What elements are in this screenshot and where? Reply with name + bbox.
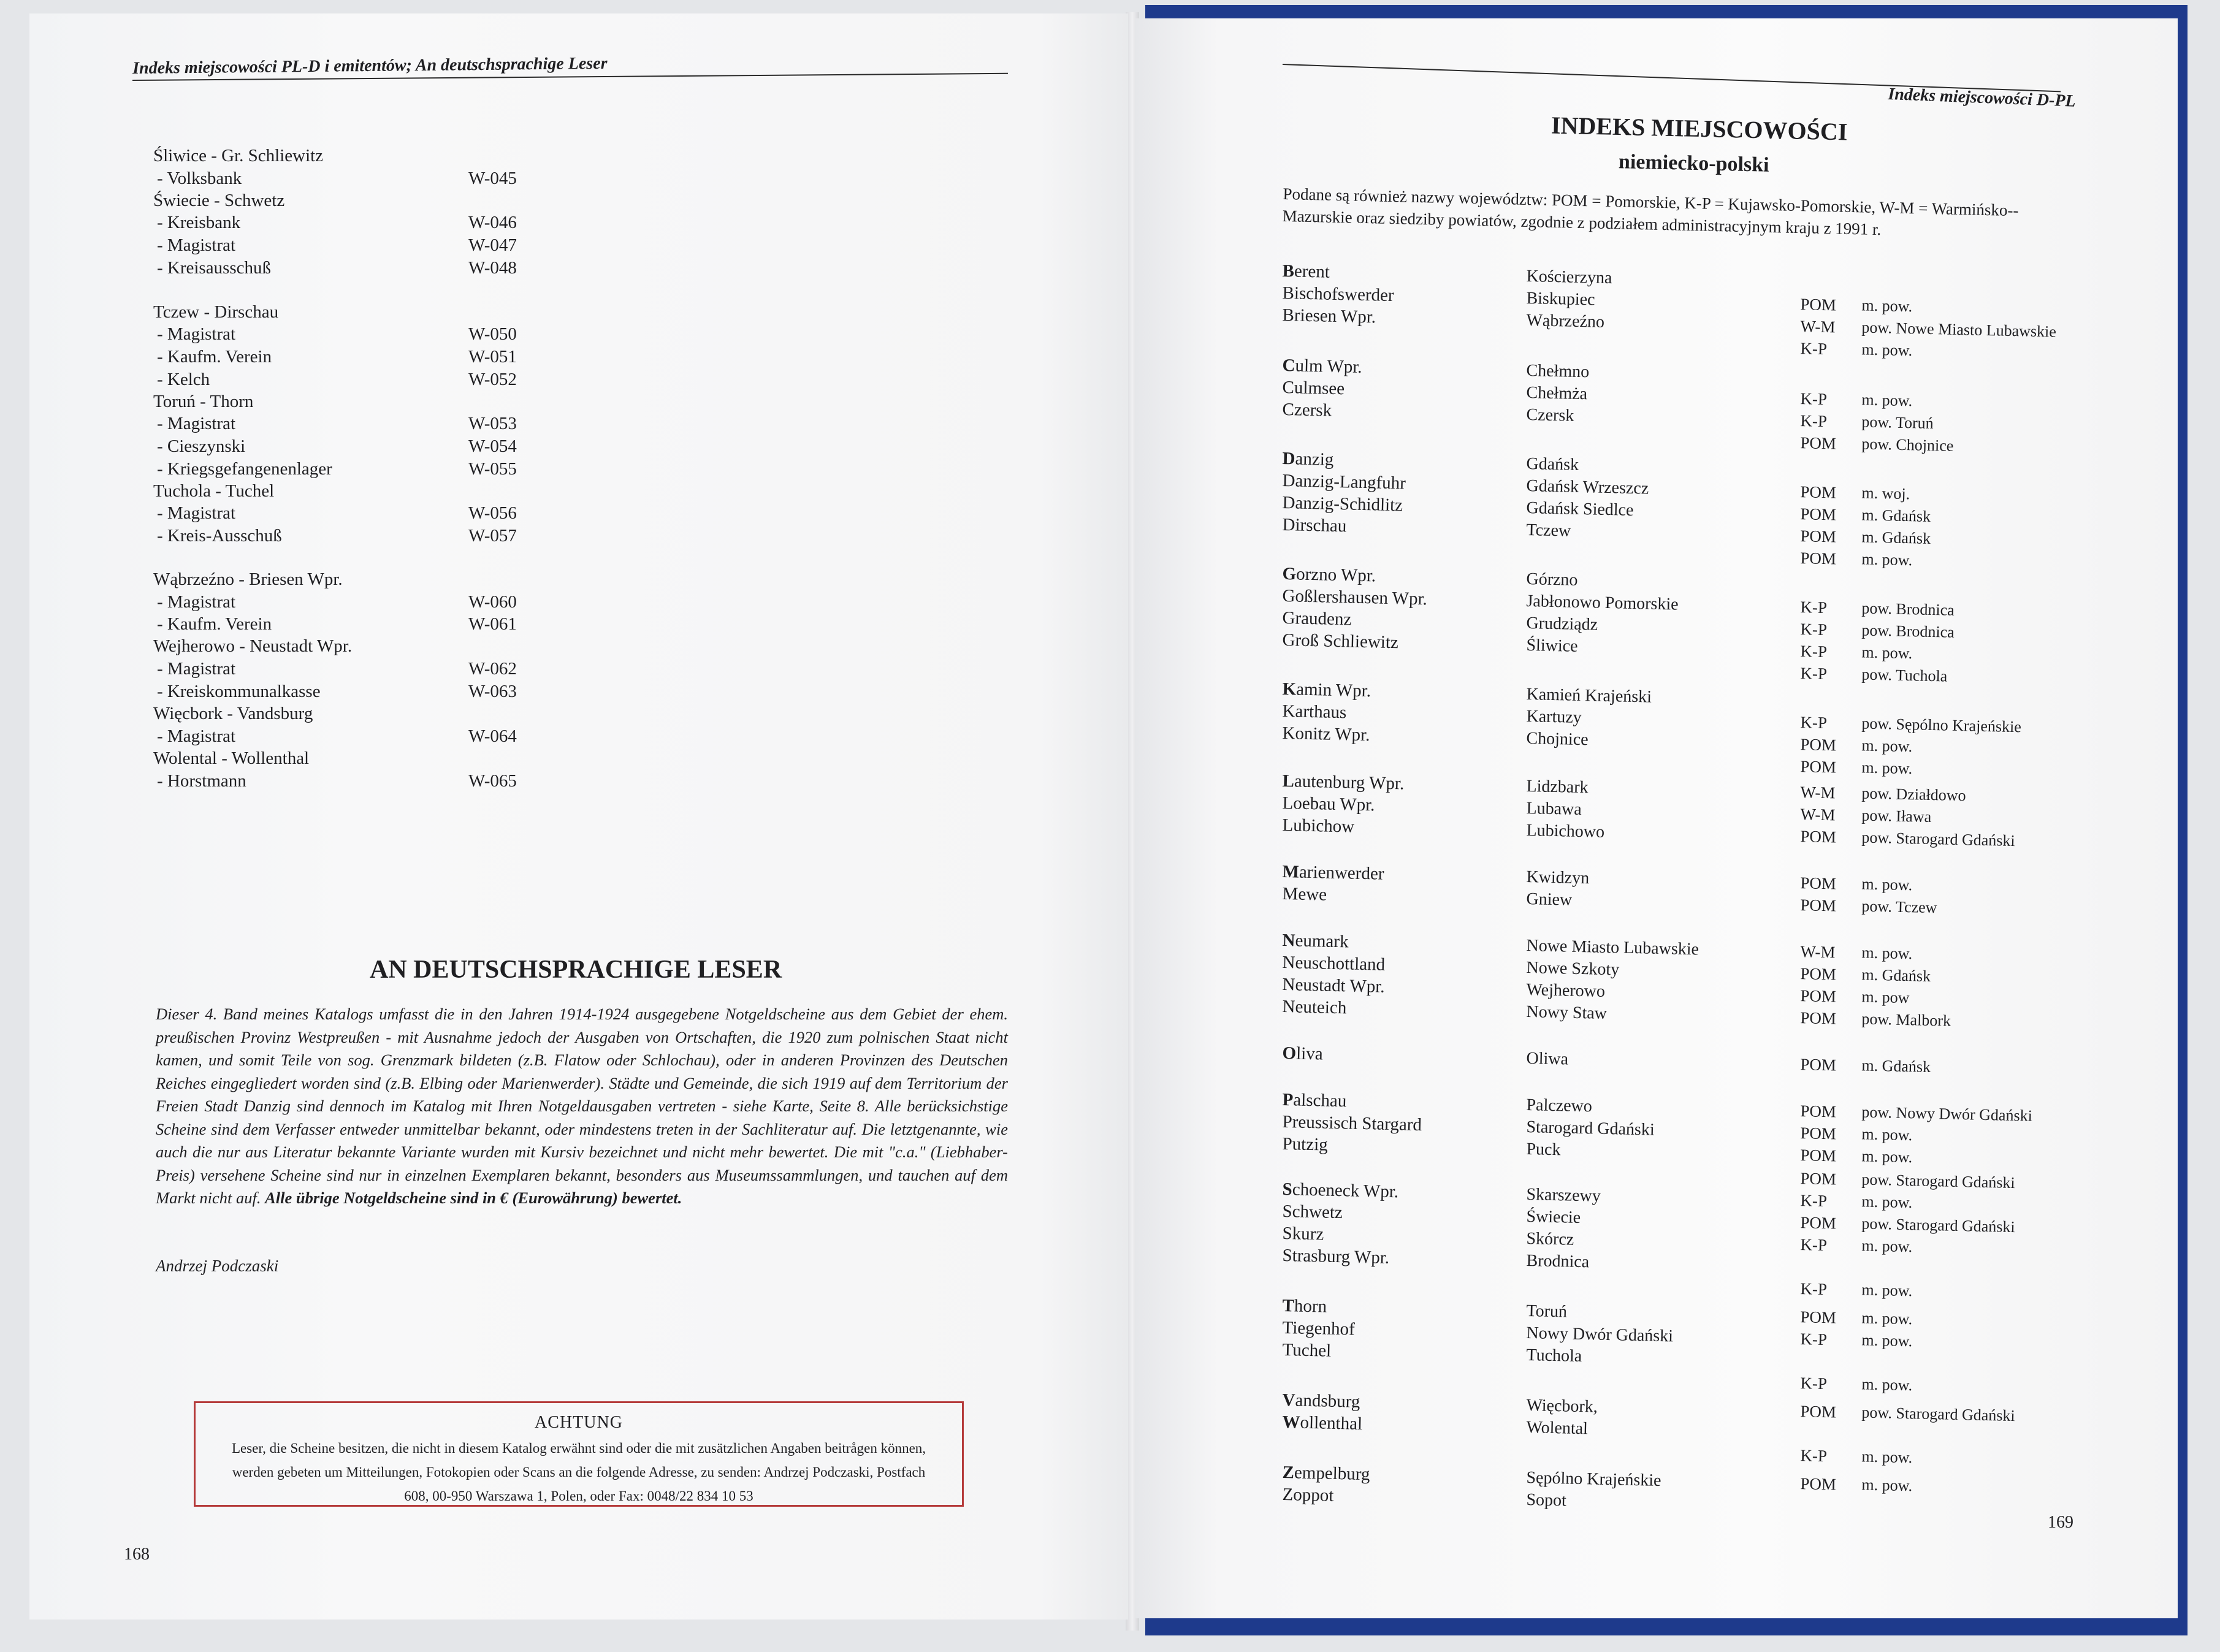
voivodeship: POM — [1800, 757, 1837, 777]
polish-name: Gdańsk — [1526, 454, 1579, 474]
issuer-entry: - Cieszynski — [157, 436, 246, 456]
german-name — [1282, 953, 1385, 975]
polish-name: Lubawa — [1526, 799, 1582, 820]
german-name-initial: P — [1282, 1090, 1294, 1110]
german-name — [1282, 997, 1346, 1018]
county-seat: m. pow. — [1861, 1192, 1913, 1212]
polish-name: Brodnica — [1526, 1251, 1590, 1272]
issuer-entry: - Magistrat — [157, 503, 236, 523]
index-note: Podane są również nazwy województw: POM = Pomorskie, K-P = Kujawsko-Pomorskie, W-M = Warmińsko--Mazurskie oraz siedziby powiatów, zgodnie z podziałem administracyjnym kraju z 1991 r. — [1282, 184, 2019, 239]
county-seat: m. pow. — [1861, 1125, 1913, 1144]
german-name-rest: Lubichow — [1282, 815, 1355, 837]
german-name — [1282, 515, 1346, 536]
voivodeship: W-M — [1800, 317, 1836, 337]
german-name-rest: liva — [1295, 1043, 1324, 1064]
polish-name: Puck — [1526, 1140, 1561, 1160]
german-name-rest: horn — [1294, 1296, 1327, 1317]
county-seat: m. Gdańsk — [1861, 528, 1931, 547]
catalog-code: W-062 — [468, 658, 517, 679]
german-name-rest: Danzig-Langfuhr — [1282, 471, 1406, 493]
polish-name: Kościerzyna — [1526, 267, 1612, 288]
german-name — [1282, 1296, 1327, 1317]
polish-name: Grudziądz — [1526, 614, 1598, 634]
voivodeship: POM — [1800, 295, 1837, 314]
issuer-entry: - Kaufm. Verein — [157, 347, 272, 367]
polish-name: Nowe Szkoty — [1526, 958, 1620, 980]
german-name-initial: B — [1282, 261, 1295, 281]
german-name-rest: Goßlershausen Wpr. — [1282, 586, 1428, 609]
catalog-code: W-054 — [468, 436, 517, 456]
german-name-rest: orzno Wpr. — [1295, 564, 1376, 586]
german-name — [1282, 1201, 1343, 1223]
german-name-rest: Karthaus — [1282, 701, 1347, 723]
german-name-rest: Neustadt Wpr. — [1282, 975, 1385, 997]
index-subtitle: niemiecko-polski — [1618, 150, 1769, 177]
voivodeship: K-P — [1800, 1330, 1828, 1349]
german-name-initial: M — [1282, 862, 1300, 882]
german-name-rest: eumark — [1295, 931, 1349, 952]
achtung-text: Leser, die Scheine besitzen, die nicht in diesem Katalog erwähnt sind oder die mit zusätzlichen Angaben beitrågen können, werden gebeten um Mitteilungen, Fotokopien oder Scans an die folgende Adresse, zu senden: Andrzej Podczaski, Postfach 608, 00-950 Warszawa 1, Polen, oder Fax: 0048/22 834 10 53 — [231, 1441, 926, 1504]
voivodeship: POM — [1800, 549, 1837, 568]
county-seat: pow. Chojnice — [1861, 435, 1954, 455]
county-seat: pow. Brodnica — [1861, 599, 1955, 619]
issuer-entry: - Volksbank — [157, 168, 242, 188]
german-name-rest: Konitz Wpr. — [1282, 723, 1370, 745]
german-name-rest: amin Wpr. — [1295, 679, 1371, 701]
german-name-rest: Graudenz — [1282, 608, 1352, 630]
catalog-code: W-048 — [468, 257, 517, 278]
german-name — [1282, 1485, 1334, 1506]
county-seat: m. Gdańsk — [1861, 965, 1931, 985]
voivodeship: K-P — [1800, 664, 1828, 683]
german-name — [1282, 975, 1385, 997]
achtung-title: ACHTUNG — [535, 1413, 623, 1432]
issuer-entry: - Kreisausschuß — [157, 257, 272, 278]
issuer-entry: - Kriegsgefangenenlager — [157, 459, 332, 479]
voivodeship: POM — [1800, 527, 1837, 546]
polish-name: Kwidzyn — [1526, 867, 1590, 888]
town-entry: Toruń - Thorn — [153, 391, 254, 411]
voivodeship: W-M — [1800, 805, 1836, 824]
polish-name: Oliwa — [1526, 1049, 1569, 1069]
catalog-code: W-052 — [468, 369, 517, 389]
german-name-initial: K — [1282, 679, 1297, 699]
county-seat: pow. Starogard Gdański — [1861, 828, 2016, 850]
catalog-code: W-064 — [468, 726, 517, 746]
polish-name: Więcbork, — [1526, 1396, 1598, 1417]
county-seat: m. pow. — [1861, 296, 1913, 316]
catalog-code: W-057 — [468, 526, 517, 546]
polish-name: Nowy Staw — [1526, 1002, 1608, 1024]
left-page-header: Indeks miejscowości PL-D i emitentów; An deutschsprachige Leser — [132, 53, 608, 78]
polish-name: Wejherowo — [1526, 980, 1606, 1001]
county-seat: pow. Tczew — [1861, 897, 1937, 917]
issuer-entry: - Kreiskommunalkasse — [157, 681, 321, 701]
polish-name: Sępólno Krajeńskie — [1526, 1468, 1661, 1491]
county-seat: m. pow. — [1861, 390, 1913, 410]
county-seat: pow. Starogard Gdański — [1861, 1170, 2016, 1192]
german-name-rest: Groß Schliewitz — [1282, 630, 1399, 653]
county-seat: pow. Brodnica — [1861, 621, 1955, 641]
german-name — [1282, 884, 1327, 905]
voivodeship: POM — [1800, 504, 1837, 524]
voivodeship: K-P — [1800, 1235, 1828, 1255]
author-signature: Andrzej Podczaski — [156, 1257, 279, 1275]
german-name-rest: ollenthal — [1300, 1412, 1363, 1434]
voivodeship: POM — [1800, 482, 1837, 502]
county-seat: pow. Tuchola — [1861, 665, 1948, 685]
issuer-entry: - Kaufm. Verein — [157, 614, 272, 634]
polish-name: Nowy Dwór Gdański — [1526, 1323, 1674, 1346]
catalog-code: W-055 — [468, 459, 517, 479]
town-entry: Śliwice - Gr. Schliewitz — [153, 146, 324, 166]
german-name — [1282, 378, 1345, 399]
catalog-code: W-056 — [468, 503, 517, 523]
county-seat: pow. Sępólno Krajeńskie — [1861, 714, 2022, 736]
german-name — [1282, 493, 1403, 516]
voivodeship: W-M — [1800, 783, 1836, 802]
german-name — [1282, 356, 1362, 378]
county-seat: m. pow. — [1861, 1309, 1913, 1328]
issuer-entry: - Magistrat — [157, 658, 236, 679]
issuer-entry: - Magistrat — [157, 235, 236, 255]
voivodeship: POM — [1800, 1213, 1837, 1233]
voivodeship: POM — [1800, 827, 1837, 847]
german-name-rest: Danzig-Schidlitz — [1282, 493, 1403, 516]
town-entry: Tczew - Dirschau — [153, 302, 279, 322]
german-name-initial: S — [1282, 1179, 1293, 1200]
county-seat: m. pow. — [1861, 943, 1913, 963]
county-seat: m. Gdańsk — [1861, 1056, 1931, 1076]
polish-name: Wąbrzeźno — [1526, 311, 1605, 332]
intro-title: AN DEUTSCHSPRACHIGE LESER — [370, 956, 782, 984]
county-seat: m. Gdańsk — [1861, 506, 1931, 525]
issuer-entry: - Magistrat — [157, 324, 236, 344]
german-name-initial: Z — [1282, 1463, 1295, 1483]
county-seat: m. pow — [1861, 988, 1910, 1007]
german-name-rest: Neuschottland — [1282, 953, 1386, 975]
voivodeship: POM — [1800, 1474, 1837, 1494]
county-seat: m. pow. — [1861, 550, 1913, 569]
german-name — [1282, 862, 1384, 885]
polish-name: Biskupiec — [1526, 289, 1595, 310]
german-name-initial: N — [1282, 931, 1295, 951]
german-name-initial: T — [1282, 1296, 1295, 1316]
voivodeship: POM — [1800, 1102, 1837, 1121]
polish-name: Gdańsk Siedlce — [1526, 498, 1634, 520]
german-name-rest: ulm Wpr. — [1295, 356, 1362, 377]
voivodeship: K-P — [1800, 1446, 1828, 1466]
intro-text — [156, 1003, 1008, 1210]
voivodeship: POM — [1800, 1146, 1837, 1165]
county-seat: m. pow. — [1861, 1447, 1913, 1467]
right-page-number: 169 — [2048, 1513, 2073, 1532]
polish-name: Świecie — [1526, 1207, 1581, 1228]
german-name-initial: O — [1282, 1043, 1297, 1064]
german-name-rest: Preussisch Stargard — [1282, 1112, 1422, 1135]
right-page-header: Indeks miejscowości D-PL — [1887, 85, 2077, 111]
german-name-rest: Briesen Wpr. — [1282, 305, 1376, 327]
index-title: INDEKS MIEJSCOWOŚCI — [1551, 111, 1848, 146]
voivodeship: POM — [1800, 986, 1837, 1006]
catalog-code: W-060 — [468, 592, 517, 612]
voivodeship: W-M — [1800, 942, 1836, 962]
polish-name: Wolental — [1526, 1418, 1589, 1439]
voivodeship: POM — [1800, 1008, 1837, 1028]
voivodeship: POM — [1800, 1055, 1837, 1075]
town-entry: Wolental - Wollenthal — [153, 748, 310, 768]
issuer-entry: - Magistrat — [157, 726, 236, 746]
county-seat: m. pow. — [1861, 643, 1913, 663]
german-name-rest: Dirschau — [1282, 515, 1347, 536]
county-seat: m. pow. — [1861, 875, 1913, 894]
german-name-rest: Bischofswerder — [1282, 283, 1394, 306]
german-name — [1282, 1090, 1346, 1111]
voivodeship: POM — [1800, 964, 1837, 984]
german-name — [1282, 679, 1371, 701]
county-seat: m. pow. — [1861, 1475, 1913, 1495]
county-seat: pow. Działdowo — [1861, 784, 1966, 805]
german-name — [1282, 1463, 1370, 1485]
catalog-code: W-047 — [468, 235, 517, 255]
voivodeship: POM — [1800, 896, 1837, 915]
german-name-rest: empelburg — [1294, 1463, 1370, 1485]
town-entry: Świecie - Schwetz — [153, 190, 285, 210]
german-name-rest: Culmsee — [1282, 378, 1345, 399]
german-name-rest: Schwetz — [1282, 1201, 1343, 1223]
german-name — [1282, 815, 1354, 837]
german-name — [1282, 400, 1332, 421]
german-name — [1282, 630, 1398, 653]
german-name-rest: anzig — [1295, 449, 1334, 470]
german-name-rest: alschau — [1292, 1090, 1347, 1111]
german-name — [1282, 1246, 1389, 1268]
voivodeship: POM — [1800, 433, 1837, 453]
polish-name: Starogard Gdański — [1526, 1117, 1655, 1140]
german-name-rest: choeneck Wpr. — [1292, 1179, 1399, 1202]
polish-name: Kartuzy — [1526, 707, 1582, 728]
german-name — [1282, 1134, 1328, 1155]
town-entry: Tuchola - Tuchel — [153, 481, 275, 501]
left-page — [29, 13, 1128, 1620]
polish-name: Nowe Miasto Lubawskie — [1526, 936, 1699, 959]
german-name-rest: Strasburg Wpr. — [1282, 1246, 1390, 1268]
german-name — [1282, 723, 1370, 745]
polish-name: Skórcz — [1526, 1229, 1574, 1249]
county-seat: pow. Starogard Gdański — [1861, 1403, 2016, 1425]
county-seat: m. pow. — [1861, 1236, 1913, 1256]
polish-name: Lubichowo — [1526, 821, 1605, 842]
county-seat: m. pow. — [1861, 736, 1913, 756]
german-name-rest: Neuteich — [1282, 997, 1347, 1018]
voivodeship: K-P — [1800, 598, 1828, 617]
polish-name: Skarszewy — [1526, 1185, 1601, 1206]
issuer-entry: - Magistrat — [157, 414, 236, 434]
voivodeship: K-P — [1800, 713, 1828, 733]
polish-name: Gniew — [1526, 889, 1573, 910]
german-name-rest: Mewe — [1282, 884, 1327, 905]
german-name — [1282, 471, 1406, 494]
catalog-code: W-063 — [468, 681, 517, 701]
voivodeship: POM — [1800, 735, 1837, 755]
county-seat: m. pow. — [1861, 340, 1913, 360]
polish-name: Górzno — [1526, 569, 1578, 590]
polish-name: Sopot — [1526, 1490, 1567, 1510]
intro-bold-sentence: Alle übrige Notgeldscheine sind in € (Eurowährung) bewertet. — [265, 1189, 682, 1207]
german-name — [1282, 283, 1394, 306]
german-name-rest: erent — [1294, 261, 1330, 282]
voivodeship: POM — [1800, 1169, 1837, 1189]
county-seat: m. pow. — [1861, 1147, 1913, 1167]
voivodeship: POM — [1800, 1308, 1837, 1327]
county-seat: pow. Nowy Dwór Gdański — [1861, 1103, 2033, 1125]
polish-name: Czersk — [1526, 405, 1574, 425]
town-entry: Wejherowo - Neustadt Wpr. — [153, 636, 353, 656]
german-name — [1282, 305, 1376, 327]
catalog-code: W-045 — [468, 168, 517, 188]
german-name-initial: W — [1282, 1412, 1300, 1433]
german-name — [1282, 1318, 1355, 1340]
polish-name: Śliwice — [1526, 636, 1578, 656]
polish-name: Chełmno — [1526, 361, 1590, 382]
german-name — [1282, 1043, 1323, 1064]
german-name-rest: autenburg Wpr. — [1294, 771, 1405, 794]
issuer-entry: - Kelch — [157, 369, 210, 389]
german-name — [1282, 1179, 1398, 1202]
polish-name: Jabłonowo Pomorskie — [1526, 592, 1679, 614]
voivodeship: K-P — [1800, 1279, 1828, 1299]
german-name — [1282, 261, 1330, 283]
county-seat: pow. Malbork — [1861, 1010, 1951, 1030]
voivodeship: K-P — [1800, 339, 1828, 359]
left-page-number: 168 — [124, 1545, 150, 1564]
issuer-entry: - Magistrat — [157, 592, 236, 612]
voivodeship: K-P — [1800, 620, 1828, 639]
german-name — [1282, 1390, 1360, 1412]
german-name — [1282, 608, 1351, 630]
german-name — [1282, 931, 1349, 952]
catalog-code: W-050 — [468, 324, 517, 344]
county-seat: pow. Nowe Miasto Lubawskie — [1861, 318, 2057, 341]
polish-name: Tuchola — [1526, 1346, 1582, 1366]
german-name-initial: L — [1282, 771, 1295, 791]
polish-name: Kamień Krajeński — [1526, 685, 1652, 707]
german-name — [1282, 564, 1376, 586]
catalog-code: W-046 — [468, 213, 517, 233]
voivodeship: POM — [1800, 1402, 1837, 1422]
german-name — [1282, 793, 1375, 815]
german-name — [1282, 1340, 1331, 1361]
county-seat: pow. Iława — [1861, 806, 1932, 826]
german-name — [1282, 586, 1427, 609]
county-seat: m. pow. — [1861, 1331, 1913, 1350]
polish-name: Gdańsk Wrzeszcz — [1526, 476, 1649, 498]
catalog-code: W-051 — [468, 347, 517, 367]
voivodeship: K-P — [1800, 1191, 1828, 1211]
german-name — [1282, 449, 1333, 470]
polish-name: Toruń — [1526, 1301, 1568, 1322]
german-name — [1282, 701, 1346, 723]
german-name-initial: C — [1282, 356, 1295, 376]
catalog-code: W-065 — [468, 771, 517, 791]
voivodeship: K-P — [1800, 642, 1828, 661]
intro-paragraph: Dieser 4. Band meines Katalogs umfasst die in den Jahren 1914-1924 ausgegebene Notgeldscheine aus dem Gebiet der ehem. preußischen Provinz Westpreußen - mit Ausnahme jedoch der Ausgaben von Ortschaften, die 1920 zum polnischen Staat nicht kamen, und somit Teile von sog. Grenzmark bildeten (z.B. Flatow oder Schlochau), oder in anderen Provinzen des Deutschen Reiches eingegliedert worden sind (z.B. Elbing oder Marienwerder). Städte und Gemeinde, die sich 1919 auf dem Territorium der Freien Stadt Danzig sind dennoch im Katalog mit Ihren Notgeldausgaben vertreten - siehe Karte, Seite 8. Alle berücksichstige Scheine sind dem Verfasser entweder unmittelbar bekannt, oder mindestens treten in der Sachliteratur auf. Die letztgenannte, wie auch die nur aus Literatur bekannte Variante wurden mit Kursiv bezeichnet und nicht mehr bewertet. Die mit "c.a." (Liebhaber-Preis) versehene Scheine sind nur in einzelnen Exemplaren bekannt, besonders aus Museumssammlungen, und tauchen auf dem Markt nicht auf. — [156, 1005, 1008, 1207]
polish-name: Tczew — [1526, 520, 1571, 541]
german-name — [1282, 1412, 1362, 1434]
polish-name: Palczewo — [1526, 1095, 1593, 1116]
german-name-rest: Czersk — [1282, 400, 1332, 421]
catalog-code: W-053 — [468, 414, 517, 434]
town-entry: Wąbrzeźno - Briesen Wpr. — [153, 569, 343, 589]
voivodeship: K-P — [1800, 389, 1828, 409]
german-name-rest: arienwerder — [1299, 862, 1384, 884]
county-seat: pow. Toruń — [1861, 413, 1934, 433]
voivodeship: POM — [1800, 1124, 1837, 1143]
polish-name: Lidzbark — [1526, 777, 1589, 797]
german-name-initial: D — [1282, 449, 1295, 469]
german-name-rest: andsburg — [1295, 1390, 1360, 1412]
german-name-rest: Loebau Wpr. — [1282, 793, 1375, 815]
german-name-rest: Tuchel — [1282, 1340, 1332, 1361]
german-name — [1282, 771, 1404, 794]
german-name-rest: Zoppot — [1282, 1485, 1334, 1505]
county-seat: m. woj. — [1861, 484, 1910, 503]
german-name-initial: V — [1282, 1390, 1295, 1410]
county-seat: m. pow. — [1861, 1375, 1913, 1395]
catalog-code: W-061 — [468, 614, 517, 634]
german-name — [1282, 1224, 1324, 1245]
polish-name: Chojnice — [1526, 729, 1589, 750]
german-name-rest: Putzig — [1282, 1134, 1329, 1155]
county-seat: pow. Starogard Gdański — [1861, 1214, 2016, 1236]
achtung-notice-box — [194, 1401, 964, 1507]
town-entry: Więcbork - Vandsburg — [153, 704, 313, 724]
polish-name: Chełmża — [1526, 383, 1588, 404]
county-seat: m. pow. — [1861, 1281, 1913, 1300]
issuer-entry: - Kreis-Ausschuß — [157, 526, 282, 546]
voivodeship: POM — [1800, 874, 1837, 893]
voivodeship: K-P — [1800, 1374, 1828, 1393]
german-name — [1282, 1112, 1422, 1135]
county-seat: m. pow. — [1861, 758, 1913, 778]
issuer-entry: - Kreisbank — [157, 213, 241, 233]
voivodeship: K-P — [1800, 411, 1828, 431]
german-name-initial: G — [1282, 564, 1297, 584]
german-name-rest: Tiegenhof — [1282, 1318, 1356, 1339]
issuer-entry: - Horstmann — [157, 771, 246, 791]
german-name-rest: Skurz — [1282, 1224, 1324, 1244]
